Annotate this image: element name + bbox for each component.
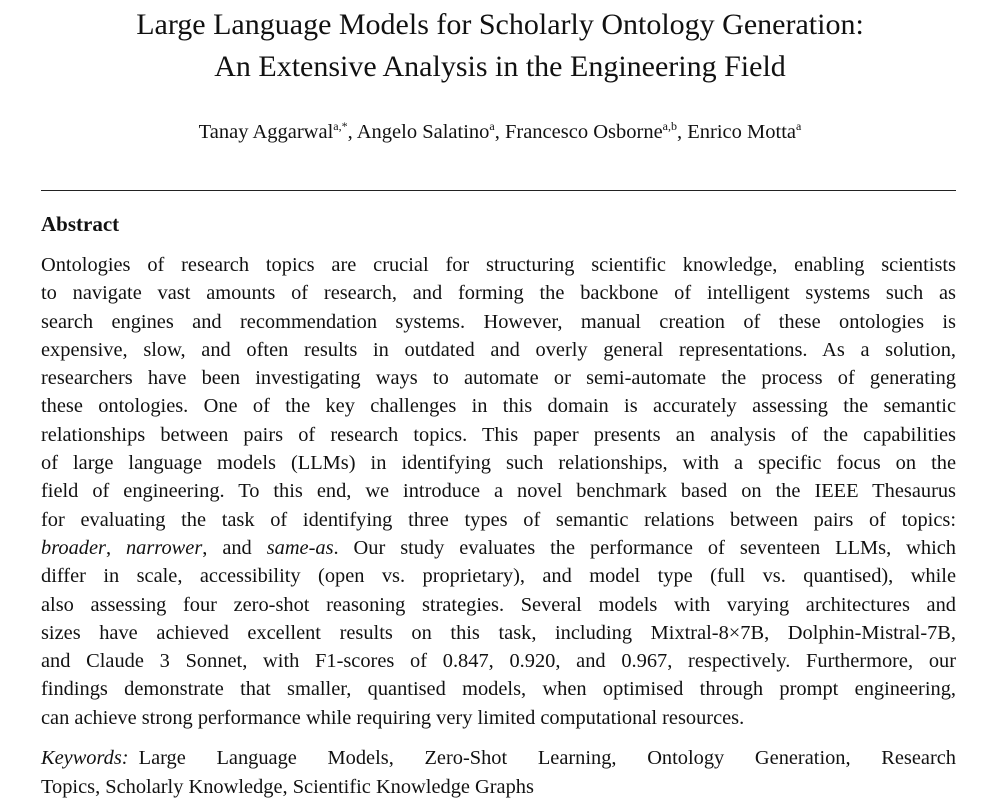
abstract-line: findings demonstrate that smaller, quantised models, when optimised through prompt engineering, [41,678,956,701]
abstract-heading: Abstract [41,212,120,236]
keywords-block [41,744,956,801]
author-name: Tanay Aggarwal [198,121,334,143]
relation-separator: , [105,536,126,559]
relation-separator: , and [202,536,267,559]
author-affiliation: a,* [333,119,348,133]
relation-line-rest: . Our study evaluates the performance of seventeen LLMs, which [333,536,956,559]
keywords-label: Keywords: [41,747,129,769]
abstract-line: relationships between pairs of research topics. This paper presents an analysis of the capabilities [41,423,956,446]
abstract-line: expensive, slow, and often results in outdated and overly general representations. As a solution, [41,338,956,361]
abstract-line: sizes have achieved excellent results on this task, including Mixtral-8×7B, Dolphin-Mistral-7B, [41,621,956,644]
author-separator: , [347,121,357,143]
relation-term-same-as: same-as [266,536,334,559]
abstract-line: Ontologies of research topics are crucial for structuring scientific knowledge, enabling scientists [41,254,956,276]
keywords-text: Large Language Models, Zero-Shot Learning, Ontology Generation, Research [138,747,956,769]
abstract-line: search engines and recommendation systems. However, manual creation of these ontologies is [41,310,956,333]
abstract-line: for evaluating the task of identifying three types of semantic relations between pairs of topics: [41,508,956,531]
author-list [0,118,1000,146]
author-affiliation: a [489,119,495,133]
keywords-line-2: Topics, Scholarly Knowledge, Scientific Knowledge Graphs [41,775,534,798]
author-affiliation: a [796,119,802,133]
abstract-line: also assessing four zero-shot reasoning strategies. Several models with varying architectures and [41,593,956,616]
author-separator: , [494,121,505,143]
author-name: Francesco Osborne [504,121,663,143]
keywords-line-1 [41,744,956,773]
paper-title-line-1: Large Language Models for Scholarly Ontology Generation: [136,8,864,41]
author-separator: , [677,121,688,143]
abstract-body [41,251,956,732]
abstract-line: to navigate vast amounts of research, and forming the backbone of intelligent systems such as [41,282,956,305]
section-divider [41,190,956,191]
abstract-line: of large language models (LLMs) in identifying such relationships, with a specific focus on the [41,452,956,475]
abstract-line: these ontologies. One of the key challenges in this domain is accurately assessing the semantic [41,395,956,418]
relation-term-broader: broader [41,536,106,559]
abstract-line: can achieve strong performance while requiring very limited computational resources. [41,706,745,729]
abstract-line: differ in scale, accessibility (open vs. proprietary), and model type (full vs. quantised), while [41,565,956,588]
abstract-line-relations [41,534,956,562]
abstract-line: researchers have been investigating ways to automate or semi-automate the process of generating [41,367,956,390]
author-affiliation: a,b [662,119,677,133]
relation-term-narrower: narrower [125,536,203,559]
abstract-line: and Claude 3 Sonnet, with F1-scores of 0.847, 0.920, and 0.967, respectively. Furthermore, our [41,650,956,673]
paper-title-line-2: An Extensive Analysis in the Engineering Field [214,50,786,83]
paper-title [0,4,1000,88]
abstract-line: field of engineering. To this end, we introduce a novel benchmark based on the IEEE Thesaurus [41,480,956,503]
author-name: Enrico Motta [687,121,796,143]
author-name: Angelo Salatino [356,121,490,143]
